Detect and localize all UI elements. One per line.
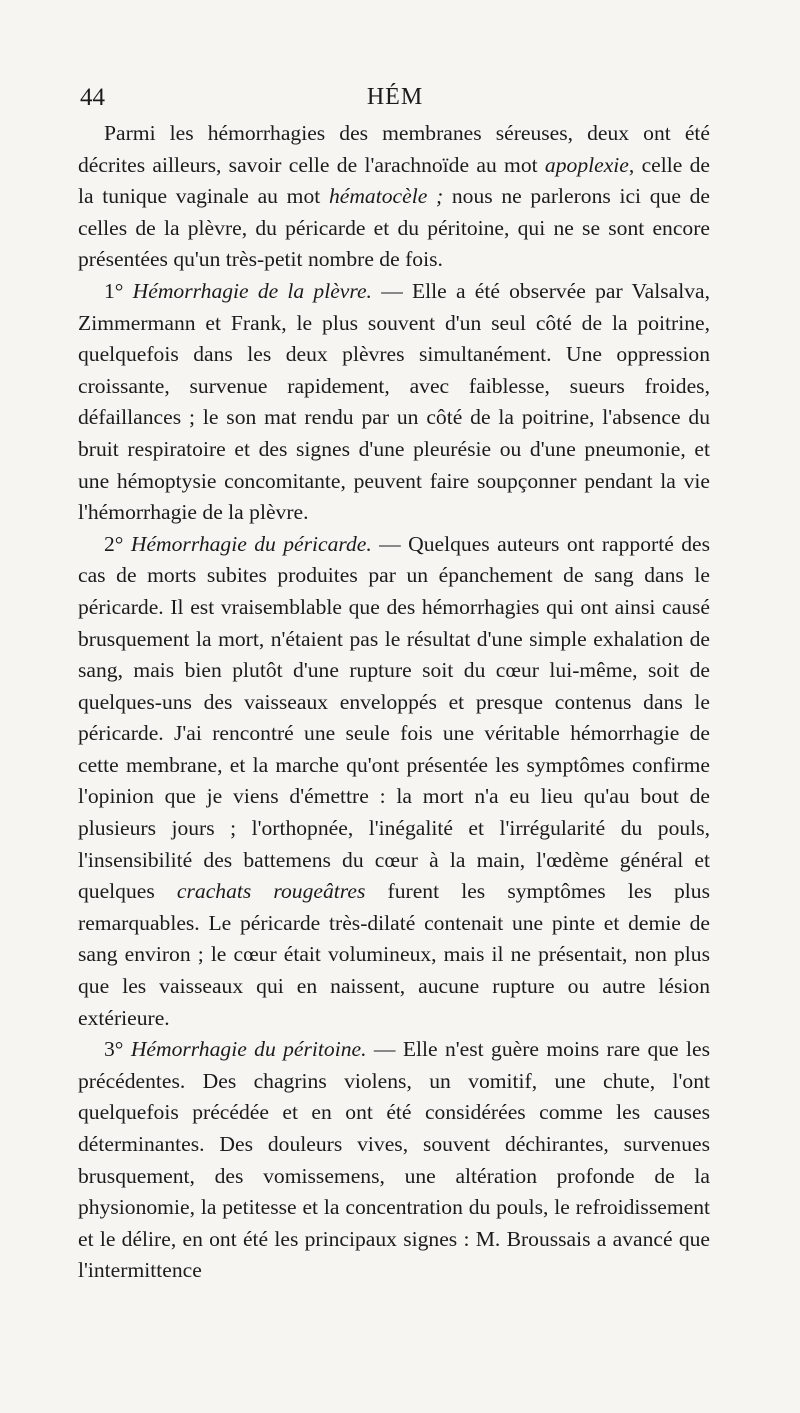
- section-heading: Hémorrhagie de la plèvre.: [132, 278, 372, 303]
- section-peritoine: [78, 1034, 710, 1287]
- section-plevre: [78, 276, 710, 529]
- term-hematocele: hématocèle ;: [328, 184, 444, 209]
- section-number: 2°: [104, 531, 124, 556]
- section-number: 1°: [104, 278, 124, 303]
- section-text: — Elle a été observée par Valsalva, Zimmermann et Frank, le plus souvent d'un seul côté de la poitrine, quelquefois dans les deux plèvres simultanément. Une oppression croissante, survenue rapidement, avec faiblesse, sueurs froides, défaillances ; le son mat rendu par un côté de la poitrine, l'absence du bruit respiratoire et des signes d'une pleurésie ou d'une pneumonie, et une hémoptysie concomitante, peuvent faire soupçonner pendant la vie l'hémorrhagie de la plèvre.: [78, 278, 711, 525]
- intro-text-b: , celle de la tunique vaginale au mot: [78, 152, 710, 209]
- term-apoplexie: apoplexie: [544, 152, 629, 177]
- body-text: [78, 118, 710, 1287]
- section-heading: Hémorrhagie du péricarde.: [130, 531, 372, 556]
- section-heading: Hémorrhagie du péritoine.: [130, 1037, 367, 1062]
- section-text-end: furent les symptômes les plus remarquables. Le péricarde très-dilaté contenait une pinte et demie de sang environ ; le cœur était volumineux, mais il ne présentait, non plus que les vaisseaux qui en naissent, aucune rupture ou autre lésion extérieure.: [78, 879, 710, 1030]
- section-text: — Elle n'est guère moins rare que les précédentes. Des chagrins violens, un vomitif, une chute, l'ont quelquefois précédée et en ont été considérées comme les causes déterminantes. Des douleurs vives, souvent déchirantes, survenues brusquement, des vomissemens, une altération profonde de la physionomie, la petitesse et la concentration du pouls, le refroidissement et le délire, en ont été les principaux signes : M. Broussais a avancé que l'intermittence: [78, 1037, 710, 1283]
- page-number: 44: [80, 84, 105, 111]
- section-text: — Quelques auteurs ont rapporté des cas de morts subites produites par un épanchement de sang dans le péricarde. Il est vraisemblable que des hémorrhagies qui ont ainsi causé brusquement la mort, n'étaient pas le résultat d'une simple exhalation de sang, mais bien plutôt d'une rupture soit du cœur lui-même, soit de quelques-uns des vaisseaux enveloppés et presque contenus dans le péricarde. J'ai rencontré une seule fois une véritable hémorrhagie de cette membrane, et la marche qu'ont présentée les symptômes confirme l'opinion que je viens d'émettre : la mort n'a eu lieu qu'au bout de plusieurs jours ; l'orthopnée, l'inégalité et l'irrégularité du pouls, l'insensibilité des battemens du cœur à la main, l'œdème général et quelques: [78, 531, 710, 904]
- term-crachats: crachats rougeâtres: [176, 879, 366, 904]
- page-header: [80, 84, 710, 114]
- section-pericarde: [78, 529, 710, 1035]
- intro-text-a: Parmi les hémorrhagies des membranes séreuses, deux ont été décrites ailleurs, savoir celle de l'arachnoïde au mot: [78, 121, 710, 177]
- intro-paragraph: [78, 118, 710, 276]
- intro-text-c: nous ne parlerons ici que de celles de la plèvre, du péricarde et du péritoine, qui ne se sont encore présentées qu'un très-petit nombre de fois.: [78, 184, 711, 272]
- section-number: 3°: [104, 1037, 124, 1062]
- running-head: HÉM: [366, 84, 424, 110]
